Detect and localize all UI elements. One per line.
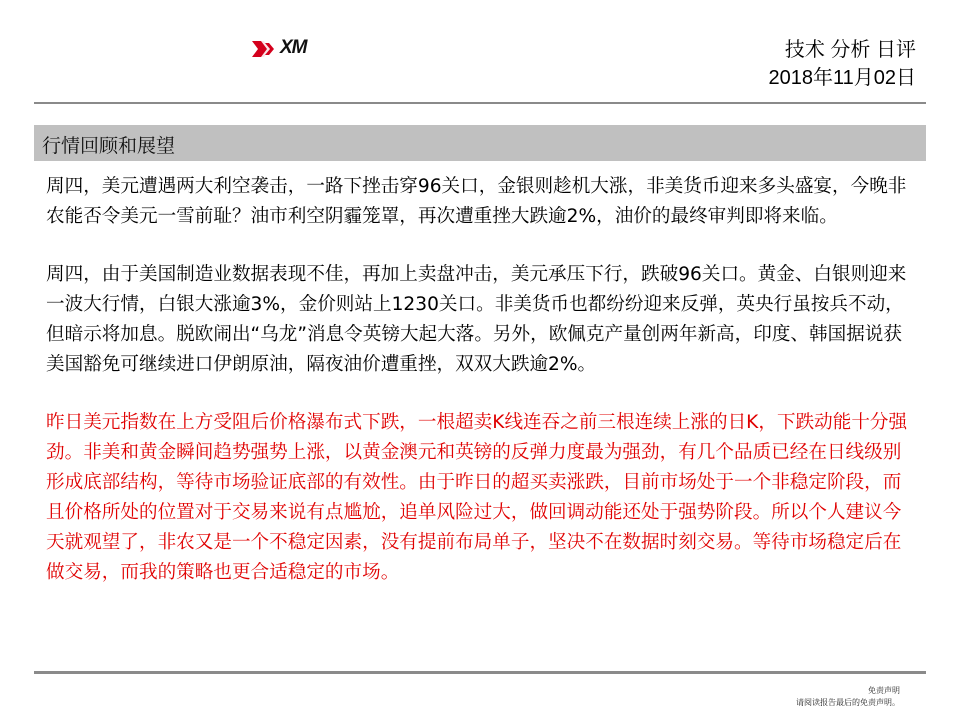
brand-name: XM xyxy=(280,37,307,58)
disclaimer-text: 请阅读报告最后的免责声明。 xyxy=(796,698,900,707)
section-header xyxy=(34,125,926,161)
footer-divider xyxy=(34,671,926,674)
header-divider xyxy=(34,102,926,104)
report-date: 2018年11月02日 xyxy=(768,67,916,89)
section-title: 行情回顾和展望 xyxy=(42,135,176,157)
report-header xyxy=(769,36,917,92)
paragraph-summary: 周四，美元遭遇两大利空袭击，一路下挫击穿96关口，金银则趁机大涨，非美货币迎来多头盛宴，今晚非农能否令美元一雪前耻？油市利空阴霾笼罩，再次遭重挫大跌逾2%，油价的最终审判即将来临。 xyxy=(46,176,907,227)
report-body xyxy=(46,172,916,616)
paragraph-analysis: 昨日美元指数在上方受阻后价格瀑布式下跌，一根超卖K线连吞之前三根连续上涨的日K，下跌动能十分强劲。非美和黄金瞬间趋势强势上涨，以黄金澳元和英镑的反弹力度最为强劲，有几个品质已经在日线级别形成底部结构，等待市场验证底部的有效性。由于昨日的超买卖涨跌，目前市场处于一个非稳定阶段，而且价格所处的位置对于交易来说有点尴尬，追单风险过大，做回调动能还处于强势阶段。所以个人建议今天就观望了，非农又是一个不稳定因素，没有提前布局单子，坚决不在数据时刻交易。等待市场稳定后在做交易，而我的策略也更合适稳定的市场。 xyxy=(46,412,908,583)
xm-logo-icon xyxy=(252,39,278,59)
xm-logo xyxy=(252,37,342,67)
report-title: 技术 分析 日评 xyxy=(784,39,916,61)
paragraph-market-review: 周四，由于美国制造业数据表现不佳，再加上卖盘冲击，美元承压下行，跌破96关口。黄金、白银则迎来一波大行情，白银大涨逾3%，金价则站上1230关口。非美货币也都纷纷迎来反弹，英央行虽按兵不动，但暗示将加息。脱欧闹出“乌龙”消息令英镑大起大落。另外，欧佩克产量创两年新高，印度、韩国据说获美国豁免可继续进口伊朗原油，隔夜油价遭重挫，双双大跌逾2%。 xyxy=(46,264,907,375)
disclaimer-title: 免责声明 xyxy=(868,686,900,695)
disclaimer-note xyxy=(796,685,900,709)
